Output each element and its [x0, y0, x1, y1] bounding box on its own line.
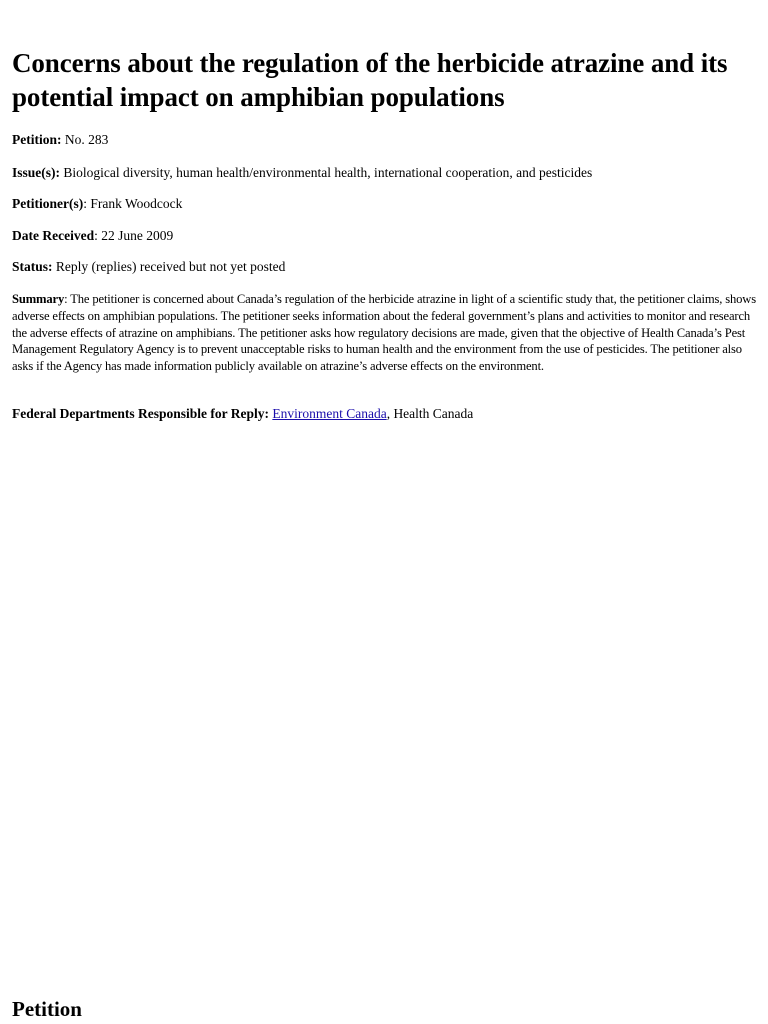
departments-field [12, 405, 760, 422]
petitioners-field [12, 195, 760, 212]
summary-text: : The petitioner is concerned about Canada’s regulation of the herbicide atrazine in light of a scientific study that, the petitioner claims, shows adverse effects on amphibian populations. The petitioner seeks information about the federal government’s plans and activities to monitor and research the adverse effects of atrazine on amphibians. The petitioner asks how regulatory decisions are made, given that the objective of Health Canada’s Pest Management Regulatory Agency is to prevent unacceptable risks to human health and the environment from the use of pesticides. The petitioner also asks if the Agency has made information publicly available on atrazine’s adverse effects on the environment. [12, 292, 756, 374]
petition-number-field [12, 131, 760, 148]
petition-number-label: Petition: [12, 132, 62, 147]
issues-field [12, 164, 760, 181]
status-field [12, 258, 760, 275]
date-received-field [12, 227, 760, 244]
status-label: Status: [12, 259, 53, 274]
issues-value: Biological diversity, human health/environmental health, international cooperation, and pesticides [60, 165, 593, 180]
petition-number-value: No. 283 [61, 132, 109, 147]
issues-label: Issue(s): [12, 165, 61, 180]
date-received-label: Date Received [12, 228, 95, 243]
environment-canada-link[interactable]: Environment Canada [272, 406, 387, 421]
page-title: Concerns about the regulation of the herbicide atrazine and its potential impact on amphibian populations [12, 48, 728, 112]
summary-label: Summary [12, 292, 65, 306]
departments-label: Federal Departments Responsible for Reply: [12, 406, 269, 421]
summary-field [12, 291, 760, 375]
petitioners-label: Petitioner(s) [12, 196, 84, 211]
date-received-value: : 22 June 2009 [94, 228, 174, 243]
petition-section-heading: Petition [12, 997, 82, 1021]
petitioners-value: : Frank Woodcock [83, 196, 183, 211]
document-page [12, 0, 762, 421]
status-value: Reply (replies) received but not yet posted [52, 259, 286, 274]
departments-rest: , Health Canada [386, 406, 474, 421]
